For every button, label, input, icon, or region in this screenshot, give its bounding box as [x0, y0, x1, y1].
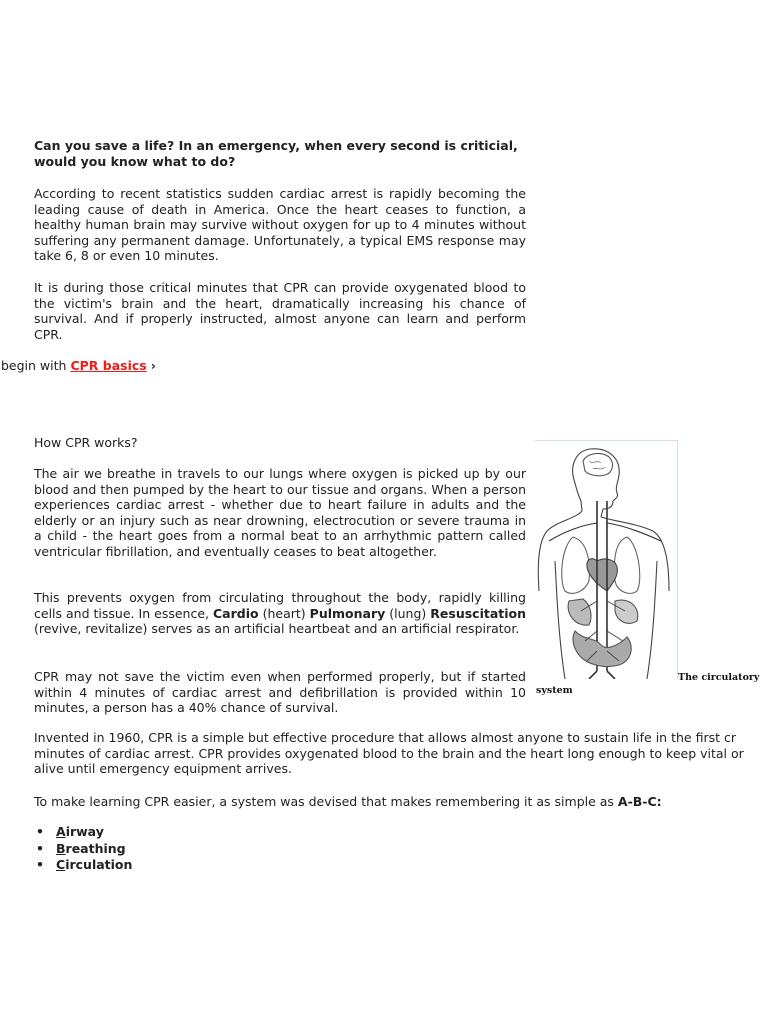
how-paragraph-3: CPR may not save the victim even when performed properly, but if started within 4 minutes of cardiac arrest and defibrillation is provided within 10 minutes, a person has a 40% chance of survival. — [34, 669, 526, 716]
abc-intro — [34, 794, 734, 810]
intro-paragraph-2: It is during those critical minutes that CPR can provide oxygenated blood to the victim's brain and the heart, dramatically increasing his chance of survival. And if properly instructed, almost anyone can learn and perform CPR. — [34, 280, 526, 342]
term-pulmonary: Pulmonary — [309, 605, 386, 621]
term-cardio: Cardio — [213, 605, 259, 621]
intro-question: Can you save a life? In an emergency, when every second is criticial, would you know what to do? — [34, 138, 518, 169]
how-paragraph-2-end: (revive, revitalize) serves as an artificial heartbeat and an artificial respirator. — [34, 621, 520, 637]
abc-intro-text: To make learning CPR easier, a system was devised that makes remembering it as simple as — [34, 794, 618, 809]
how-heading: How CPR works? — [34, 435, 138, 450]
how-paragraph-2 — [34, 590, 526, 637]
term-heart: (heart) — [258, 605, 310, 621]
cpr-basics-link[interactable]: CPR basics — [70, 358, 147, 373]
invented-line-3: alive until emergency equipment arrives. — [34, 761, 292, 777]
abc-list — [34, 824, 132, 874]
begin-prefix: begin with — [1, 358, 67, 373]
list-item-circulation — [56, 857, 132, 874]
breathing-rest: reathing — [65, 840, 126, 856]
circulation-rest: irculation — [65, 857, 133, 872]
figure-caption-line-2: system — [536, 685, 573, 696]
airway-rest: irway — [65, 824, 104, 839]
list-item-airway — [56, 824, 132, 841]
circulatory-illustration — [535, 441, 677, 679]
how-paragraph-1: The air we breathe in travels to our lungs where oxygen is picked up by our blood and then pumped by the heart to our tissue and organs. When a person experiences cardiac arrest - whether due to heart failure in adults and the elderly or an injury such as near drowning, electrocution or severe trauma in a child - the heart goes from a normal beat to an arrhythmic pattern called ventricular fibrillation, and eventually ceases to beat altogether. — [34, 466, 526, 559]
figure-caption-line-1: The circulatory — [678, 672, 760, 683]
chevron-right-icon[interactable]: › — [150, 358, 156, 373]
invented-paragraph — [34, 730, 744, 777]
breathing-initial: B — [56, 840, 66, 856]
begin-line — [1, 358, 156, 374]
list-item-breathing — [56, 841, 132, 858]
invented-line-1: Invented in 1960, CPR is a simple but effective procedure that allows almost anyone to sustain life in the first cr — [34, 730, 736, 745]
term-lung: (lung) — [385, 605, 431, 621]
intro-paragraph-1: According to recent statistics sudden cardiac arrest is rapidly becoming the leading cause of death in America. Once the heart ceases to function, a healthy human brain may survive without oxygen for up to 4 minutes without suffering any permanent damage. Unfortunately, a typical EMS response may take 6, 8 or even 10 minutes. — [34, 186, 526, 264]
airway-initial: A — [56, 824, 66, 839]
invented-line-2: minutes of cardiac arrest. CPR provides oxygenated blood to the brain and the heart long enough to keep vital or — [34, 745, 744, 761]
abc-label: A-B-C: — [617, 794, 662, 809]
term-resuscitation: Resuscitation — [430, 605, 527, 621]
how-paragraph-2-start: This prevents oxygen from circulating throughout the body, rapidly killing cells and tissue. In essence, — [34, 590, 526, 621]
circulation-initial: C — [56, 857, 66, 872]
circulatory-system-image — [535, 440, 678, 679]
